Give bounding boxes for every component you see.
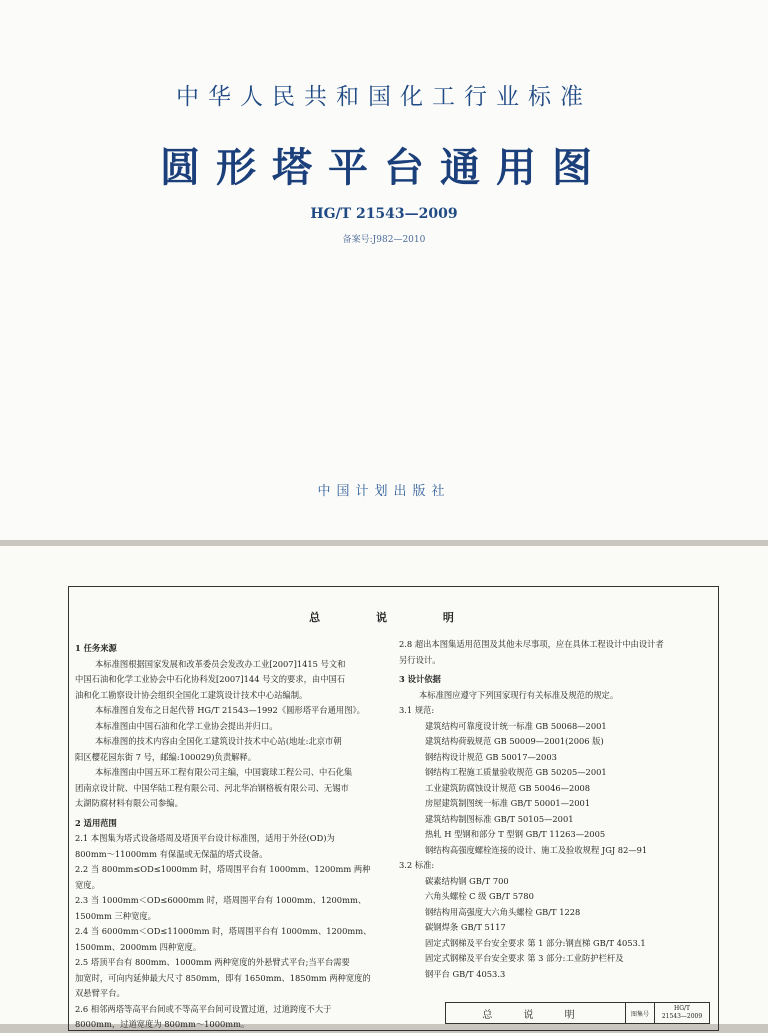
text-line: 本标准图应遵守下列国家现行有关标准及规范的规定。 [419, 689, 619, 700]
text-line: 本标准图自发布之日起代替 HG/T 21543—1992《圆形塔平台通用图》。 [95, 705, 365, 715]
text-line: 800mm～11000mm 有保温或无保温的塔式设备。 [75, 848, 268, 859]
document-title: 圆形塔平台通用图 [160, 144, 608, 191]
text-line: 太湖防腐材料有限公司参编。 [75, 798, 183, 808]
text-line: 双悬臂平台。 [75, 988, 125, 998]
text-line: 1500mm、2000mm 四种宽度。 [75, 941, 202, 952]
text-line: 建筑结构可靠度设计统一标准 GB 50068—2001 [425, 720, 607, 731]
publisher: 中国计划出版社 [317, 484, 451, 499]
record-number: 备案号:J982—2010 [342, 235, 426, 245]
title-block-label: 图集号 [626, 1003, 655, 1023]
text-line: 建筑结构制图标准 GB/T 50105—2001 [425, 813, 574, 824]
title-block [445, 1002, 710, 1024]
text-line: 2.4 当 6000mm＜OD≤11000mm 时，塔周围平台有 1000mm、1200mm、 [75, 926, 372, 936]
text-line: 加宽时，可向内延伸最大尺寸 850mm，即有 1650mm、1850mm 两种宽度的 [75, 972, 371, 983]
text-line: 2.3 当 1000mm＜OD≤6000mm 时，塔周围平台有 1000mm、1200mm、 [75, 895, 367, 905]
text-line: 3.2 标准: [399, 860, 435, 870]
title-block-code-line2: 21543—2009 [661, 1013, 703, 1020]
general-description-page [0, 546, 768, 1029]
text-line: 固定式钢梯及平台安全要求 第 1 部分:钢直梯 GB/T 4053.1 [425, 937, 646, 948]
standard-category: 中华人民共和国化工行业标准 [176, 84, 592, 110]
title-block-code-line1: HG/T [673, 1005, 691, 1012]
text-line: 2.5 塔顶平台有 800mm、1000mm 两种宽度的外悬臂式平台;当平台需要 [75, 957, 350, 967]
text-line: 2.2 当 800mm≤OD≤1000mm 时，塔周围平台有 1000mm、1200mm 两种 [75, 864, 371, 874]
text-line: 团南京设计院、中国华陆工程有限公司、河北华冶钢格板有限公司、无锡市 [75, 782, 349, 793]
text-line: 钢结构用高强度大六角头螺栓 GB/T 1228 [425, 906, 581, 917]
text-line: 3.1 规范: [399, 705, 435, 715]
text-line: 工业建筑防腐蚀设计规范 GB 50046—2008 [425, 782, 591, 793]
text-line: 本标准图由中国石油和化学工业协会提出并归口。 [95, 720, 278, 731]
right-column [399, 637, 711, 982]
text-line: 钢结构工程施工质量验收规范 GB 50205—2001 [425, 767, 607, 777]
text-line: 建筑结构荷载规范 GB 50009—2001(2006 版) [425, 736, 604, 746]
text-line: 钢平台 GB/T 4053.3 [425, 968, 506, 979]
text-line: 固定式钢梯及平台安全要求 第 3 部分:工业防护栏杆及 [425, 953, 624, 963]
text-line: 中国石油和化学工业协会中石化协科发[2007]144 号文的要求，由中国石 [75, 674, 346, 684]
text-line: 本标准图根据国家发展和改革委员会发改办工业[2007]1415 号文和 [95, 658, 346, 669]
drawing-frame [68, 586, 719, 1031]
text-line: 碳钢焊条 GB/T 5117 [425, 922, 506, 932]
text-line: 六角头螺栓 C 级 GB/T 5780 [425, 891, 534, 901]
text-line: 2.1 本图集为塔式设备塔周及塔顶平台设计标准图，适用于外径(OD)为 [75, 833, 335, 843]
text-line: 阳区樱花园东街 7 号，邮编:100029)负责解释。 [75, 751, 257, 762]
text-line: 钢结构设计规范 GB 50017—2003 [425, 751, 557, 762]
text-line: 油和化工勘察设计协会组织全国化工建筑设计技术中心站编制。 [75, 689, 308, 700]
text-line: 房屋建筑制图统一标准 GB/T 50001—2001 [425, 798, 591, 808]
text-line: 8000mm，过道宽度为 800mm～1000mm。 [75, 1019, 250, 1029]
text-line: 钢结构高强度螺栓连接的设计、施工及验收规程 JGJ 82—91 [425, 844, 648, 855]
title-block-name: 总 说 明 [446, 1003, 626, 1023]
text-line: 另行设计。 [399, 654, 441, 665]
left-column [75, 637, 393, 1033]
title-block-code [655, 1003, 709, 1023]
text-line: 本标准图由中国五环工程有限公司主编，中国寰球工程公司、中石化集 [95, 767, 353, 777]
text-line: 宽度。 [75, 879, 100, 890]
section-title: 1 任务来源 [75, 643, 117, 653]
text-line: 本标准图的技术内容由全国化工建筑设计技术中心站(地址:北京市朝 [95, 736, 342, 746]
text-line: 2.8 超出本图集适用范围及其他未尽事项，应在具体工程设计中由设计者 [399, 639, 664, 649]
section-title: 3 设计依据 [399, 674, 441, 684]
text-line: 1500mm 三种宽度。 [75, 910, 156, 921]
section-title: 2 适用范围 [75, 817, 117, 828]
text-line: 热轧 H 型钢和部分 T 型钢 GB/T 11263—2005 [425, 829, 606, 839]
section-heading: 总 说 明 [309, 611, 480, 624]
text-line: 2.6 相邻两塔等高平台间或不等高平台间可设置过道，过道跨度不大于 [75, 1003, 332, 1014]
standard-code: HG/T 21543—2009 [310, 206, 458, 222]
text-line: 碳素结构钢 GB/T 700 [425, 875, 509, 886]
